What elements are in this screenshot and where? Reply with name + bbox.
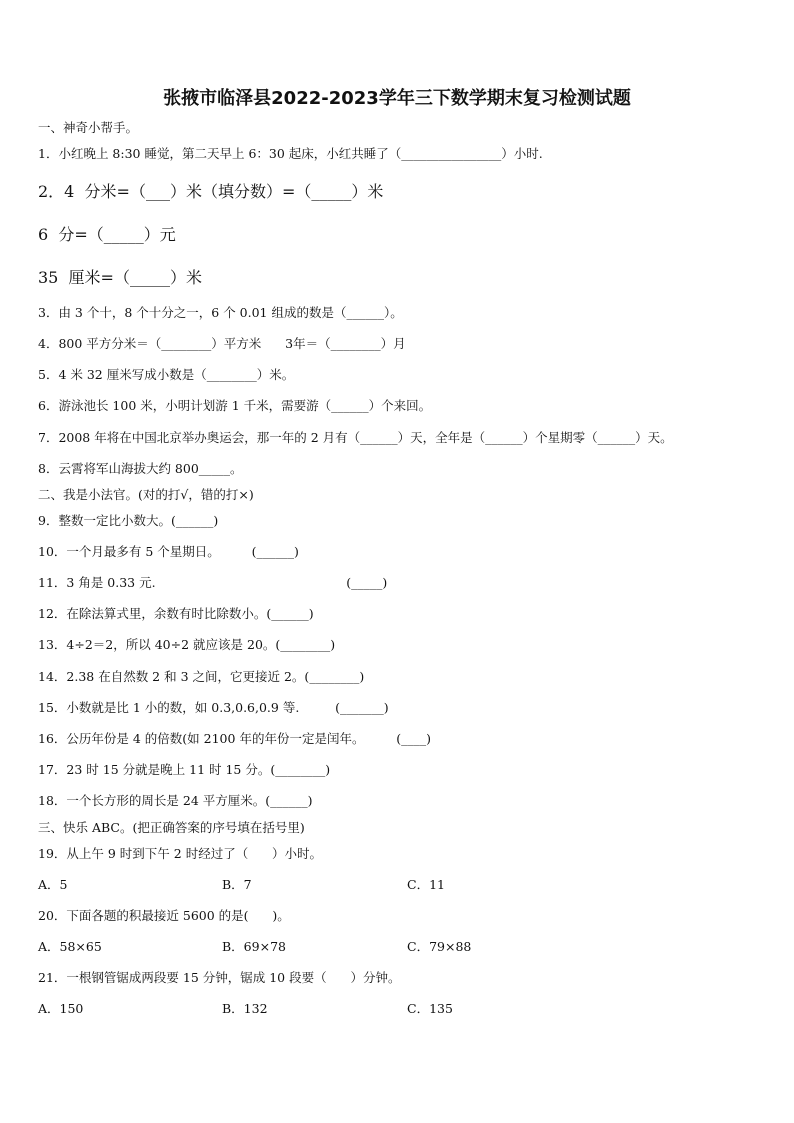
question-12: 12．在除法算式里，余数有时比除数小。(______) [38, 606, 314, 621]
q19-option-b: B．7 [222, 877, 252, 892]
q20-option-c: C．79×88 [407, 939, 472, 954]
question-13: 13．4÷2＝2，所以 40÷2 就应该是 20。(________) [38, 637, 336, 652]
question-19: 19．从上午 9 时到下午 2 时经过了（ ）小时。 [38, 846, 323, 861]
question-15: 15．小数就是比 1 小的数，如 0.3,0.6,0.9 等. (_______) [38, 700, 389, 715]
question-1: 1．小红晚上 8:30 睡觉，第二天早上 6：30 起床，小红共睡了（________________）小时. [38, 146, 543, 161]
page-title: 张掖市临泽县2022-2023学年三下数学期末复习检测试题 [163, 88, 631, 109]
question-21: 21．一根钢管锯成两段要 15 分钟，锯成 10 段要（ ）分钟。 [38, 970, 401, 985]
question-7: 7．2008 年将在中国北京举办奥运会，那一年的 2 月有（______）天，全年是（______）个星期零（______）天。 [38, 430, 673, 445]
question-18: 18．一个长方形的周长是 24 平方厘米。(______) [38, 793, 313, 808]
section-heading-1: 一、神奇小帮手。 [38, 120, 139, 135]
q19-option-a: A．5 [38, 877, 68, 892]
question-2c: 35 厘米=（_____）米 [38, 268, 202, 287]
question-4: 4．800 平方分米＝（________）平方米 3年＝（________）月 [38, 336, 406, 351]
question-2b: 6 分=（_____）元 [38, 225, 176, 244]
question-14: 14．2.38 在自然数 2 和 3 之间，它更接近 2。(________) [38, 669, 365, 684]
section-heading-2: 二、我是小法官。(对的打√，错的打×) [38, 487, 254, 502]
question-16: 16．公历年份是 4 的倍数(如 2100 年的年份一定是闰年。 (____) [38, 731, 431, 746]
question-17: 17．23 时 15 分就是晚上 11 时 15 分。(________) [38, 762, 331, 777]
question-9: 9．整数一定比小数大。(______) [38, 513, 219, 528]
q19-option-c: C．11 [407, 877, 445, 892]
question-20: 20．下面各题的积最接近 5600 的是( )。 [38, 908, 290, 923]
question-11: 11．3 角是 0.33 元. (_____) [38, 575, 388, 590]
q20-option-b: B．69×78 [222, 939, 286, 954]
q21-option-b: B．132 [222, 1001, 268, 1016]
question-8: 8．云霄将军山海拔大约 800_____。 [38, 461, 243, 476]
question-3: 3．由 3 个十，8 个十分之一，6 个 0.01 组成的数是（______）。 [38, 305, 403, 320]
section-heading-3: 三、快乐 ABC。(把正确答案的序号填在括号里) [38, 820, 305, 835]
question-6: 6．游泳池长 100 米，小明计划游 1 千米，需要游（______）个来回。 [38, 398, 432, 413]
question-2: 2．4 分米=（___）米（填分数）=（_____）米 [38, 182, 384, 201]
question-5: 5．4 米 32 厘米写成小数是（________）米。 [38, 367, 295, 382]
q21-option-a: A．150 [38, 1001, 84, 1016]
q21-option-c: C．135 [407, 1001, 453, 1016]
question-10: 10．一个月最多有 5 个星期日。 (______) [38, 544, 299, 559]
q20-option-a: A．58×65 [38, 939, 102, 954]
